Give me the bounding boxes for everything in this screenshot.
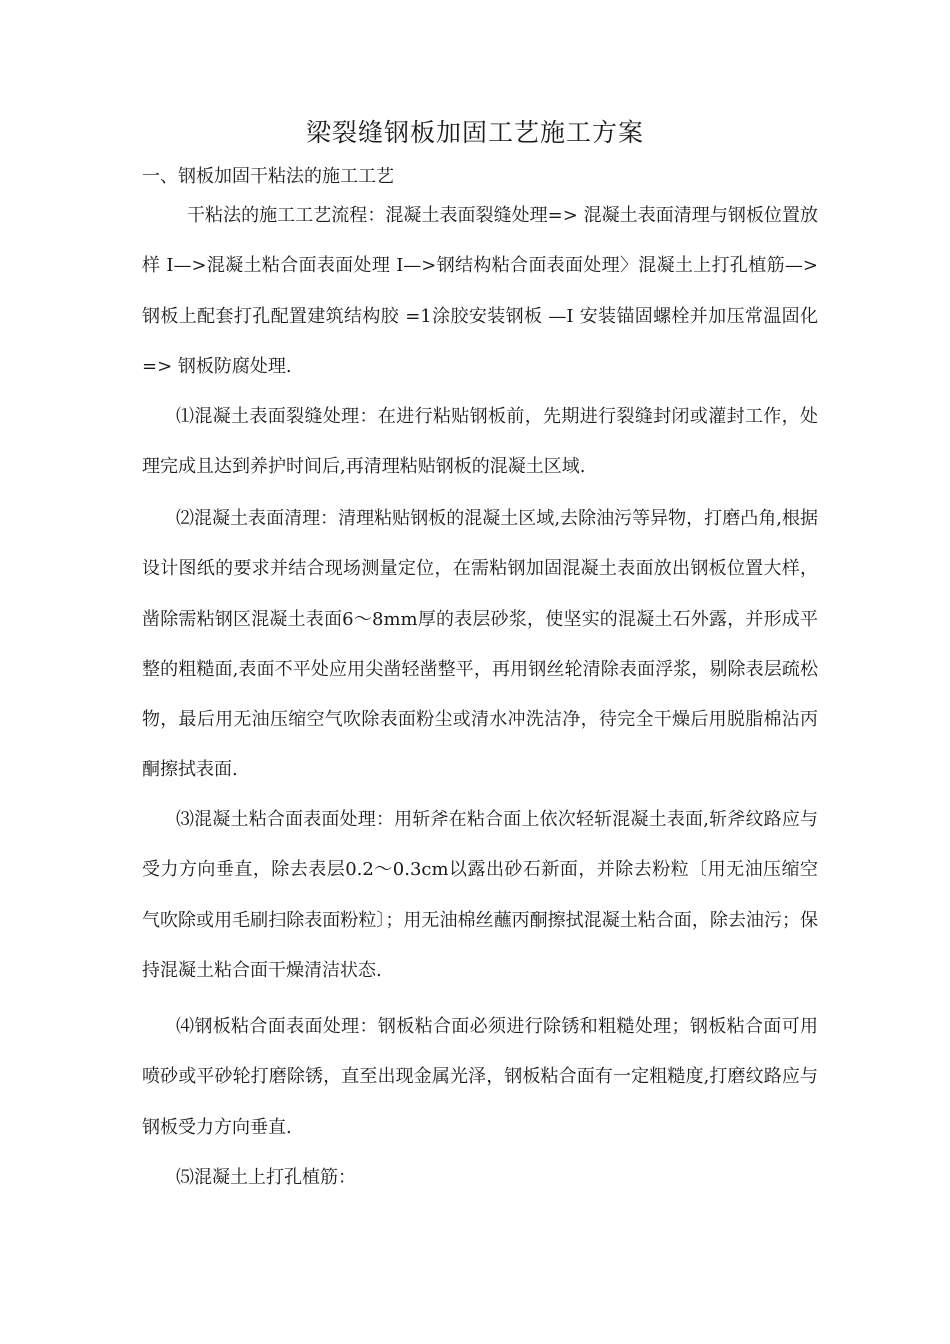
- paragraph-step-3: ⑶混凝土粘合面表面处理：用斩斧在粘合面上依次轻斩混凝土表面,斩斧纹路应与受力方向垂直，除去表层0.2〜0.3cm以露出砂石新面，并除去粉粒〔用无油压缩空气吹除或用毛刷扫除表面粉粒〕；用无油棉丝蘸丙酮擦拭混凝土粘合面，除去油污；保持混凝土粘合面干燥清洁状态.: [142, 809, 818, 981]
- paragraph-process-flow: 干粘法的施工工艺流程：混凝土表面裂缝处理=> 混凝土表面清理与钢板位置放样 I—>混凝土粘合面表面处理 I—>钢结构粘合面表面处理〉混凝土上打孔植筋—> 钢板上配套打孔配置建筑结构胶 =1涂胶安装钢板 —I 安装锚固螺栓并加压常温固化=> 钢板防腐处理.: [142, 205, 818, 377]
- section-heading: 一、钢板加固干粘法的施工工艺: [142, 166, 394, 187]
- document-title: 梁裂缝钢板加固工艺施工方案: [305, 118, 644, 147]
- paragraph-step-1: ⑴混凝土表面裂缝处理：在进行粘贴钢板前，先期进行裂缝封闭或灌封工作，处理完成且达到养护时间后,再清理粘贴钢板的混凝土区域.: [142, 406, 818, 478]
- paragraph-step-4: ⑷钢板粘合面表面处理：钢板粘合面必须进行除锈和粗糙处理；钢板粘合面可用喷砂或平砂轮打磨除锈，直至出现金属光泽，钢板粘合面有一定粗糙度,打磨纹路应与钢板受力方向垂直.: [142, 1016, 818, 1138]
- paragraph-step-2: ⑵混凝土表面清理：清理粘贴钢板的混凝土区域,去除油污等异物，打磨凸角,根据设计图纸的要求并结合现场测量定位，在需粘钢加固混凝土表面放出钢板位置大样，凿除需粘钢区混凝土表面6〜8mm厚的表层砂浆，使坚实的混凝土石外露，并形成平整的粗糙面,表面不平处应用尖凿轻凿整平，再用钢丝轮清除表面浮浆，剔除表层疏松物，最后用无油压缩空气吹除表面粉尘或清水冲洗洁净，待完全干燥后用脱脂棉沾丙酮擦拭表面.: [142, 508, 818, 781]
- paragraph-step-5: ⑸混凝土上打孔植筋：: [176, 1167, 356, 1188]
